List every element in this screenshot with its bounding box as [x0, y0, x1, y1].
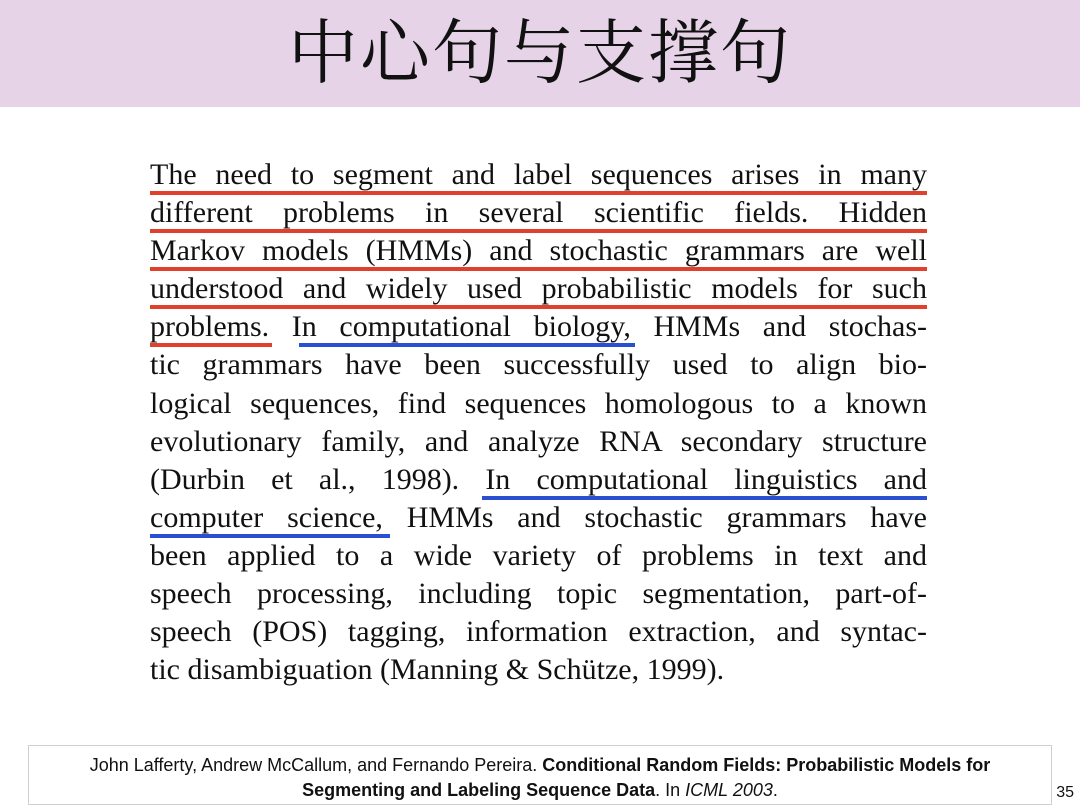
excerpt-line — [150, 575, 927, 613]
excerpt-line — [150, 613, 927, 651]
citation-box — [28, 745, 1052, 805]
citation-title-part2: Segmenting and Labeling Sequence Data — [302, 780, 656, 800]
citation-title-part1: Conditional Random Fields: Probabilistic Models for — [542, 755, 991, 775]
excerpt-line — [150, 308, 927, 346]
excerpt-line — [150, 651, 927, 689]
excerpt-line-text: tic grammars have been successfully used to align bio- — [150, 348, 927, 382]
citation-venue: ICML 2003 — [685, 780, 773, 800]
excerpt-line — [150, 385, 927, 423]
excerpt-line — [150, 156, 927, 194]
excerpt-line-text: evolutionary family, and analyze RNA secondary structure — [150, 424, 927, 458]
citation-authors: John Lafferty, Andrew McCallum, and Fernando Pereira. — [89, 755, 543, 775]
excerpt-line-text: computer science, HMMs and stochastic grammars have — [150, 500, 927, 534]
excerpt-line-text: different problems in several scientific fields. Hidden — [150, 196, 927, 230]
excerpt-line — [150, 346, 927, 384]
citation-line — [29, 780, 1051, 801]
paper-excerpt — [150, 156, 927, 689]
excerpt-line-text: logical sequences, find sequences homologous to a known — [150, 386, 927, 420]
excerpt-line-text: problems. In computational biology, HMMs and stochas- — [150, 310, 927, 344]
excerpt-line — [150, 194, 927, 232]
excerpt-line — [150, 499, 927, 537]
citation-in: . In — [655, 780, 686, 800]
excerpt-line-text: been applied to a wide variety of problems in text and — [150, 538, 927, 572]
excerpt-line-text: The need to segment and label sequences arises in many — [150, 158, 927, 191]
citation-end: . — [772, 780, 778, 800]
excerpt-line-text: speech (POS) tagging, information extraction, and syntac- — [150, 615, 927, 649]
excerpt-line — [150, 423, 927, 461]
citation-line — [29, 755, 1051, 776]
excerpt-line-text: Markov models (HMMs) and stochastic grammars are well — [150, 234, 927, 268]
excerpt-line — [150, 232, 927, 270]
slide-title: 中心句与支撑句 — [288, 12, 792, 94]
excerpt-line-text: tic disambiguation (Manning & Schütze, 1999). — [150, 653, 725, 687]
excerpt-line-text: (Durbin et al., 1998). In computational linguistics and — [150, 462, 927, 496]
excerpt-line — [150, 461, 927, 499]
excerpt-line — [150, 270, 927, 308]
excerpt-line-text: speech processing, including topic segmentation, part-of- — [150, 577, 927, 611]
excerpt-line — [150, 537, 927, 575]
excerpt-line-text: understood and widely used probabilistic models for such — [150, 272, 927, 306]
page-number: 35 — [1056, 784, 1074, 801]
